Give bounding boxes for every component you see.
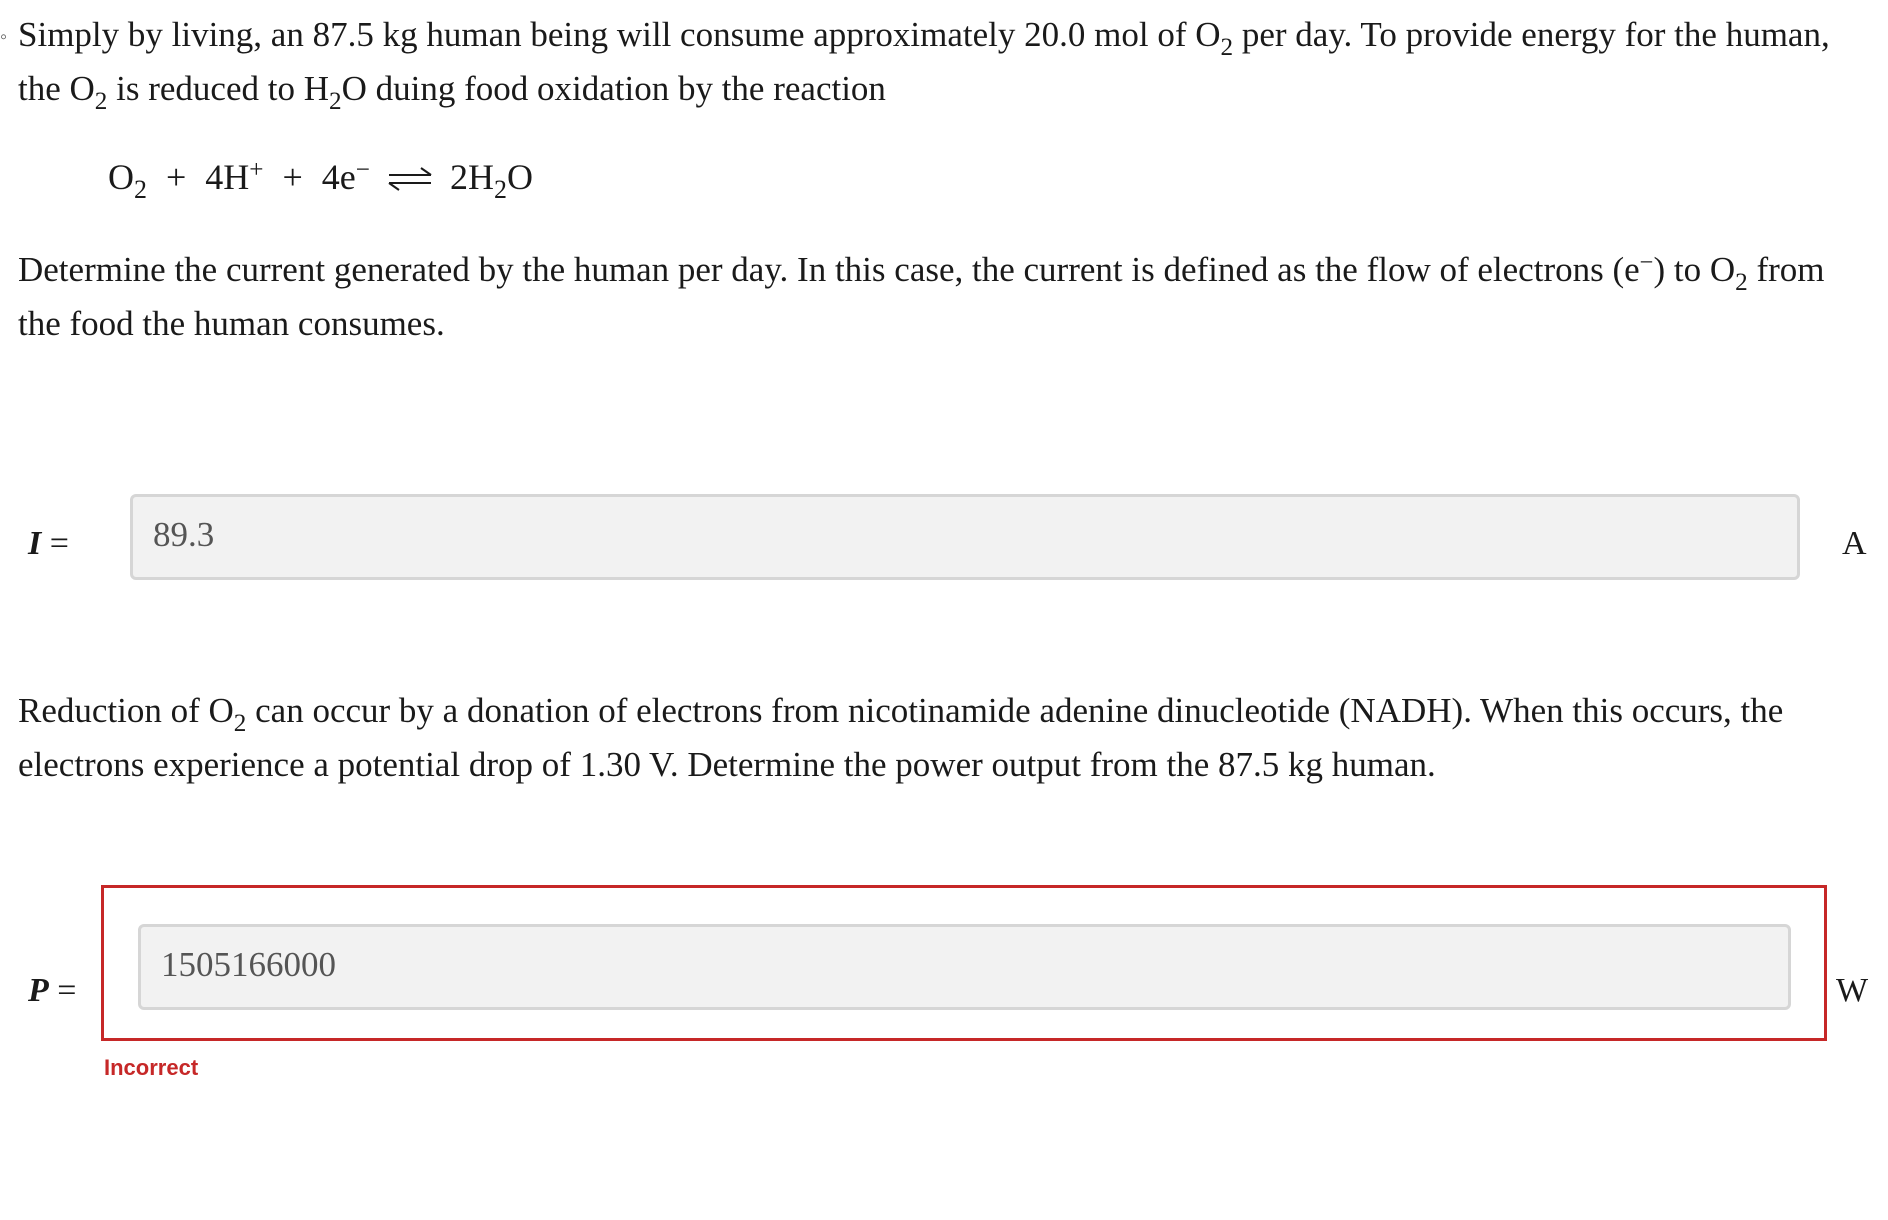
q1-subscript: 2: [94, 87, 108, 115]
eq-plus: +: [165, 157, 187, 197]
q2-text-part: ) to O: [1653, 250, 1736, 289]
eq-plus: +: [282, 157, 303, 197]
q2-text-part: from the food the human consumes.: [18, 250, 1825, 343]
scroll-edge-marker: ◦: [0, 26, 8, 48]
eq-e-coefficient: 4: [321, 157, 340, 197]
q3-text-part: can occur by a donation of electrons from nicotinamide adenine dinucleotide (NADH). When this occurs, the electrons experience a potential drop of 1.30 V. Determine the power output from the 87.5 kg human.: [18, 691, 1784, 784]
q2-superscript: −: [1639, 248, 1654, 276]
eq-e-charge: −: [355, 156, 370, 184]
eq-o2: O: [108, 157, 134, 197]
eq-product-oxygen: O: [506, 157, 533, 197]
power-variable-label: [28, 972, 76, 1010]
q2-text-part: Determine the current generated by the human per day. In this case, the current is defined as the flow of electrons (e: [18, 250, 1640, 289]
q1-subscript: 2: [1220, 33, 1234, 61]
current-unit-label: A: [1842, 525, 1867, 562]
q1-text-part: Simply by living, an 87.5 kg human being will consume approximately 20.0 mol of O: [18, 15, 1221, 54]
incorrect-status-text: Incorrect: [104, 1055, 199, 1080]
eq-product-coefficient: 2: [450, 157, 468, 197]
eq-electron: e: [339, 157, 356, 197]
current-variable: I: [28, 525, 42, 562]
current-answer-input[interactable]: 89.3: [130, 494, 1800, 580]
question-current-text: [18, 243, 1870, 351]
current-variable-label: [28, 525, 69, 563]
equilibrium-arrow-icon: [387, 165, 433, 193]
q3-subscript: 2: [233, 709, 247, 737]
eq-o2-subscript: 2: [134, 175, 147, 205]
equals-sign: =: [49, 525, 69, 562]
q3-text-part: Reduction of O: [18, 691, 234, 730]
question-power-text: [18, 684, 1870, 792]
power-variable: P: [28, 972, 49, 1009]
question-intro-text: [18, 8, 1870, 116]
q1-subscript: 2: [329, 87, 342, 115]
q1-text-part: O duing food oxidation by the reaction: [341, 69, 886, 108]
equals-sign: =: [57, 972, 77, 1009]
eq-hydrogen: H: [223, 157, 250, 197]
q2-subscript: 2: [1735, 268, 1748, 296]
power-unit-label: W: [1836, 972, 1869, 1009]
eq-product-subscript: 2: [494, 175, 507, 205]
q1-text-part: is reduced to H: [107, 69, 329, 108]
q1-text-part: per day. To provide energy for the human, the O: [18, 15, 1830, 108]
eq-h-coefficient: 4: [205, 157, 224, 197]
eq-h-charge: +: [249, 156, 264, 184]
reaction-equation: [108, 150, 533, 204]
eq-product-hydrogen: H: [468, 157, 494, 197]
power-answer-input[interactable]: 1505166000: [138, 924, 1791, 1010]
